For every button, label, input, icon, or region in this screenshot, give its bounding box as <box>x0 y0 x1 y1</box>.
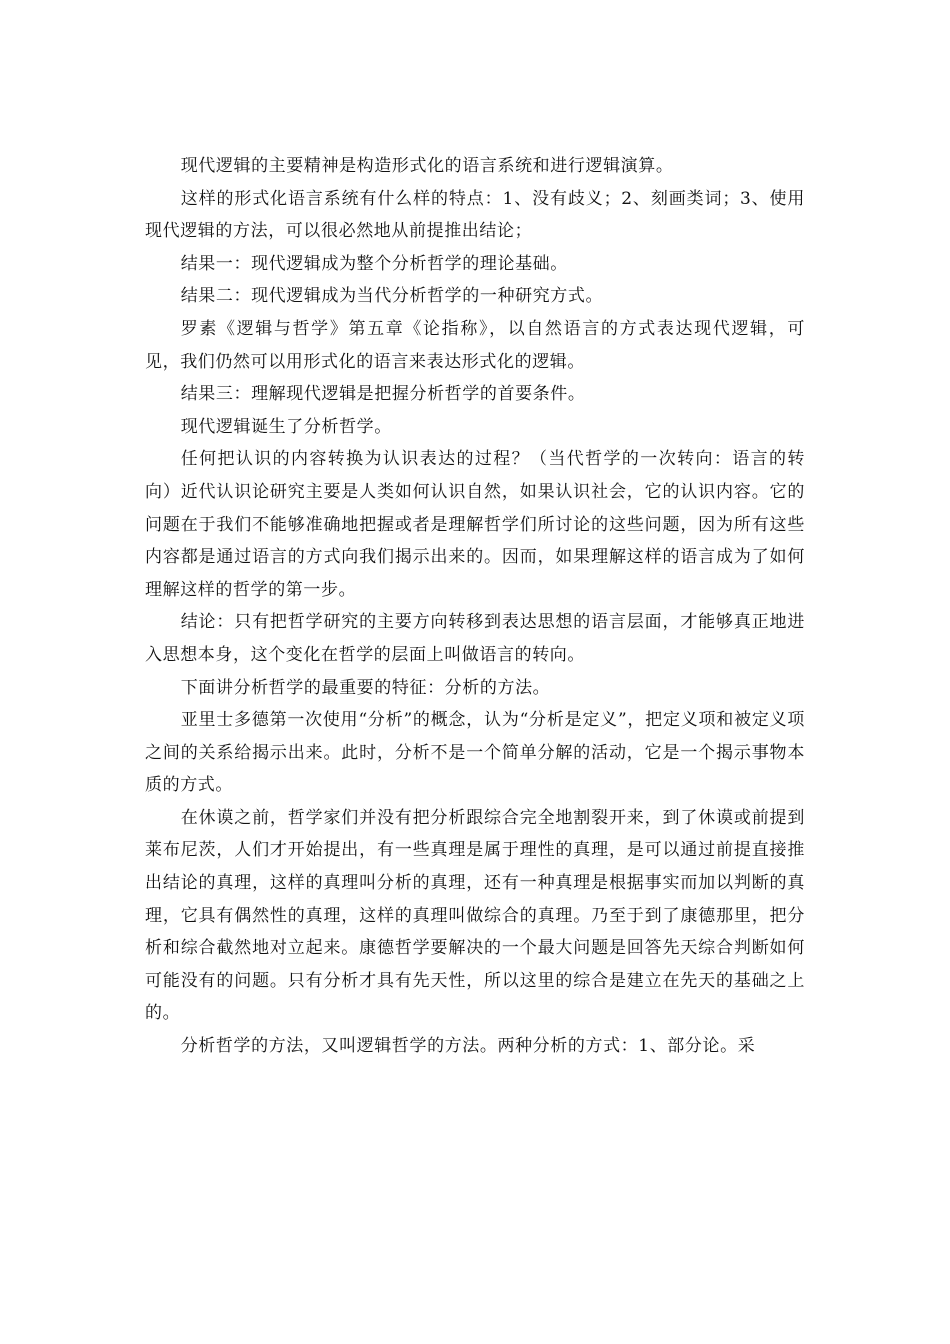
paragraph-9: 结论：只有把哲学研究的主要方向转移到表达思想的语言层面，才能够真正地进入思想本身，这个变化在哲学的层面上叫做语言的转向。 <box>145 612 805 665</box>
paragraph-12: 在休谟之前，哲学家们并没有把分析跟综合完全地割裂开来，到了休谟或前提到莱布尼茨，人们才开始提出，有一些真理是属于理性的真理，是可以通过前提直接推出结论的真理，这样的真理叫分析的真理，还有一种真理是根据事实而加以判断的真理，它具有偶然性的真理，这样的真理叫做综合的真理。乃至于到了康德那里，把分析和综合截然地对立起来。康德哲学要解决的一个最大问题是回答先天综合判断如何可能没有的问题。只有分析才具有先天性，所以这里的综合是建立在先天的基础之上的。 <box>145 807 805 1024</box>
paragraph-2: 这样的形式化语言系统有什么样的特点：1、没有歧义；2、刻画类词；3、使用现代逻辑的方法，可以很必然地从前提推出结论； <box>145 188 805 242</box>
paragraph-7: 现代逻辑诞生了分析哲学。 <box>180 416 392 437</box>
paragraph-10: 下面讲分析哲学的最重要的特征：分析的方法。 <box>180 677 551 698</box>
paragraph-6: 结果三：理解现代逻辑是把握分析哲学的首要条件。 <box>180 384 586 405</box>
paragraph-13: 分析哲学的方法，又叫逻辑哲学的方法。两种分析的方式：1、部分论。采 <box>180 1036 756 1057</box>
document-body <box>145 150 805 1063</box>
paragraph-11: 亚里士多德第一次使用“分析”的概念，认为“分析是定义”，把定义项和被定义项之间的关系给揭示出来。此时，分析不是一个简单分解的活动，它是一个揭示事物本质的方式。 <box>145 710 805 796</box>
paragraph-8: 任何把认识的内容转换为认识表达的过程？（当代哲学的一次转向：语言的转向）近代认识论研究主要是人类如何认识自然，如果认识社会，它的认识内容。它的问题在于我们不能够准确地把握或者是理解哲学们所讨论的这些问题，因为所有这些内容都是通过语言的方式向我们揭示出来的。因而，如果理解这样的语言成为了如何理解这样的哲学的第一步。 <box>145 449 805 600</box>
paragraph-4: 结果二：现代逻辑成为当代分析哲学的一种研究方式。 <box>180 286 604 307</box>
paragraph-1: 现代逻辑的主要精神是构造形式化的语言系统和进行逻辑演算。 <box>180 156 674 176</box>
paragraph-3: 结果一：现代逻辑成为整个分析哲学的理论基础。 <box>180 253 568 274</box>
paragraph-5: 罗素《逻辑与哲学》第五章《论指称》，以自然语言的方式表达现代逻辑，可见，我们仍然可以用形式化的语言来表达形式化的逻辑。 <box>145 318 805 372</box>
